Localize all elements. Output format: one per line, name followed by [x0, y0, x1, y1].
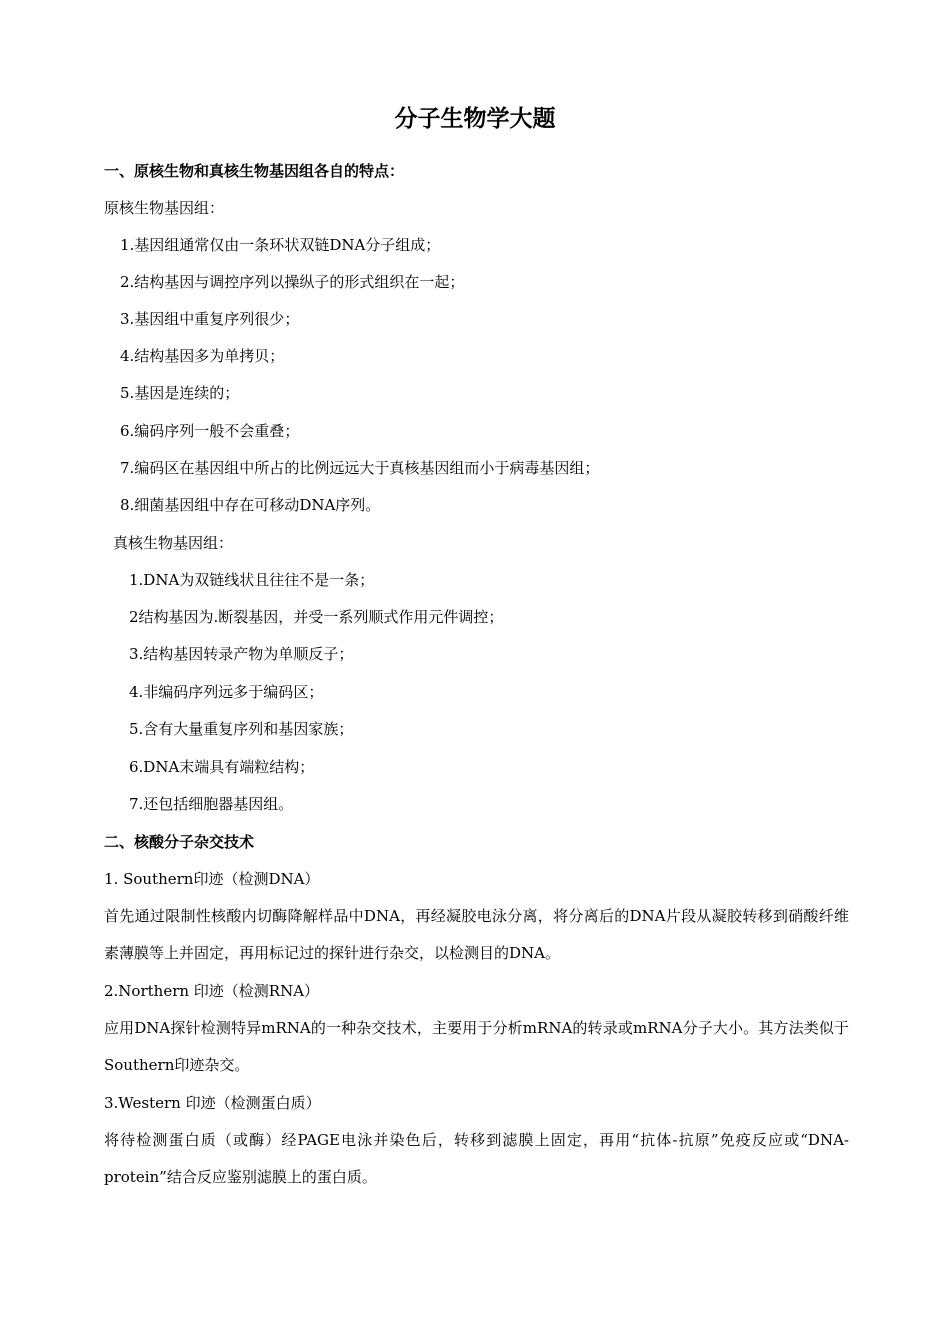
section2-heading: 二、核酸分子杂交技术	[104, 833, 255, 851]
eukaryote-label: 真核生物基因组：	[113, 534, 234, 552]
list-item: 6.DNA末端具有端粒结构；	[129, 758, 315, 776]
western-heading: 3.Western 印迹（检测蛋白质）	[104, 1094, 321, 1112]
list-item: 7.编码区在基因组中所占的比例远远大于真核基因组而小于病毒基因组；	[120, 459, 600, 477]
list-item: 7.还包括细胞器基因组。	[129, 795, 294, 813]
list-item: 4.结构基因多为单拷贝；	[120, 347, 285, 365]
list-item: 2结构基因为.断裂基因，并受一系列顺式作用元件调控；	[129, 608, 504, 626]
list-item: 4.非编码序列远多于编码区；	[129, 683, 324, 701]
list-item: 8.细菌基因组中存在可移动DNA序列。	[120, 496, 381, 514]
list-item: 3.基因组中重复序列很少；	[120, 310, 300, 328]
list-item: 1.基因组通常仅由一条环状双链DNA分子组成；	[120, 236, 441, 254]
prokaryote-label: 原核生物基因组：	[104, 199, 225, 217]
list-item: 5.基因是连续的；	[120, 384, 240, 402]
southern-body: 首先通过限制性核酸内切酶降解样品中DNA，再经凝胶电泳分离，将分离后的DNA片段从凝胶转移到硝酸纤维素薄膜等上并固定，再用标记过的探针进行杂交，以检测目的DNA。	[104, 907, 849, 962]
northern-body: 应用DNA探针检测特异mRNA的一种杂交技术，主要用于分析mRNA的转录或mRNA分子大小。其方法类似于Southern印迹杂交。	[104, 1019, 849, 1074]
list-item: 3.结构基因转录产物为单顺反子；	[129, 645, 354, 663]
northern-heading: 2.Northern 印迹（检测RNA）	[104, 982, 320, 1000]
list-item: 2.结构基因与调控序列以操纵子的形式组织在一起；	[120, 273, 465, 291]
list-item: 1.DNA为双链线状且往往不是一条；	[129, 571, 375, 589]
list-item: 6.编码序列一般不会重叠；	[120, 422, 300, 440]
southern-heading: 1. Southern印迹（检测DNA）	[104, 870, 320, 888]
western-body: 将待检测蛋白质（或酶）经PAGE电泳并染色后，转移到滤膜上固定，再用“抗体-抗原”免疫反应或“DNA-protein”结合反应鉴别滤膜上的蛋白质。	[104, 1131, 849, 1186]
list-item: 5.含有大量重复序列和基因家族；	[129, 720, 354, 738]
section1-heading: 一、原核生物和真核生物基因组各自的特点：	[104, 162, 405, 180]
page-title: 分子生物学大题	[394, 106, 556, 132]
